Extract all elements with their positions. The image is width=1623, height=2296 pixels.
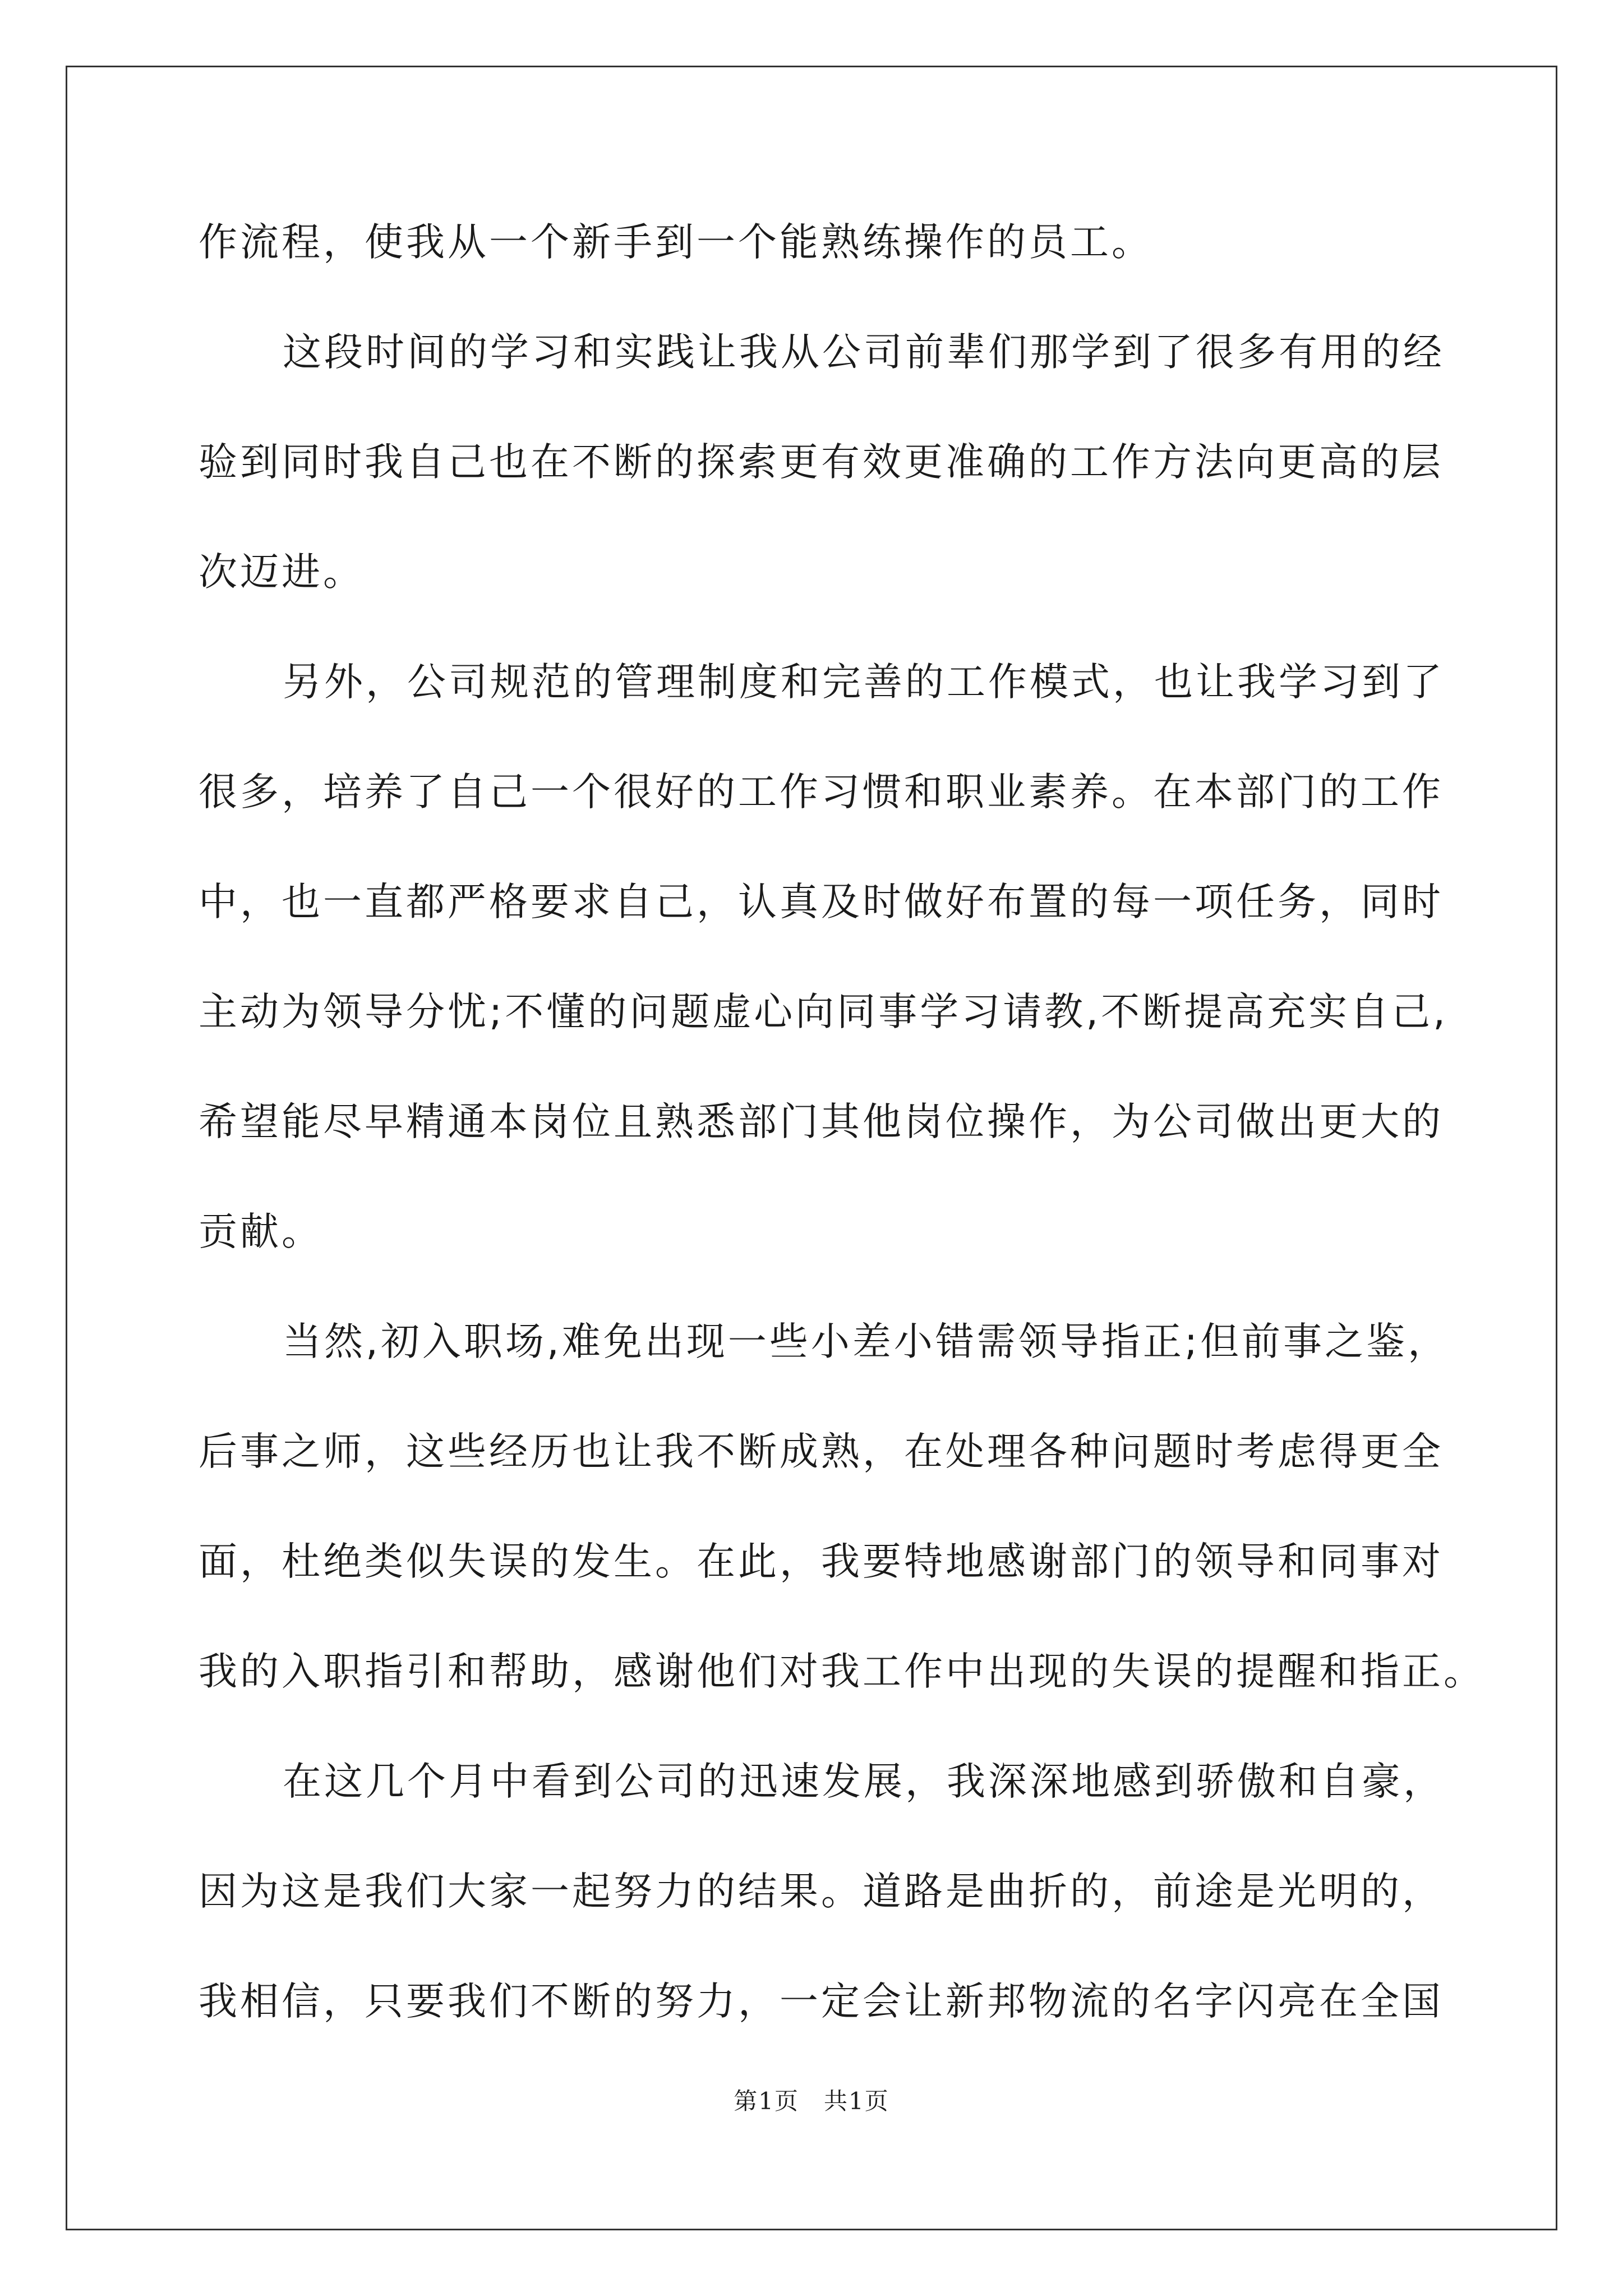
text-line: 作流程，使我从一个新手到一个能熟练操作的员工。: [199, 220, 1153, 265]
text-line: 我相信，只要我们不断的努力，一定会让新邦物流的名字闪亮在全国: [199, 1979, 1444, 2024]
text-line: 主动为领导分忧;不懂的问题虚心向同事学习请教,不断提高充实自己,: [199, 990, 1449, 1034]
text-line: 次迈进。: [199, 550, 365, 595]
text-line: 在这几个月中看到公司的迅速发展，我深深地感到骄傲和自豪，: [283, 1759, 1445, 1804]
text-line: 面，杜绝类似失误的发生。在此，我要特地感谢部门的领导和同事对: [199, 1539, 1444, 1584]
text-line: 中，也一直都严格要求自己，认真及时做好布置的每一项任务，同时: [199, 880, 1444, 924]
text-line: 因为这是我们大家一起努力的结果。道路是曲折的，前途是光明的，: [199, 1869, 1444, 1914]
text-line: 当然,初入职场,难免出现一些小差小错需领导指正;但前事之鉴，: [283, 1319, 1450, 1364]
text-line: 后事之师，这些经历也让我不断成熟，在处理各种问题时考虑得更全: [199, 1429, 1444, 1474]
text-line: 我的入职指引和帮助，感谢他们对我工作中出现的失误的提醒和指正。: [199, 1649, 1485, 1694]
text-line: 验到同时我自己也在不断的探索更有效更准确的工作方法向更高的层: [199, 440, 1444, 485]
text-line: 希望能尽早精通本岗位且熟悉部门其他岗位操作，为公司做出更大的: [199, 1099, 1444, 1144]
text-line: 很多，培养了自己一个很好的工作习惯和职业素养。在本部门的工作: [199, 770, 1444, 815]
page-footer: 第1页 共1页: [734, 2087, 889, 2115]
text-line: 贡献。: [199, 1209, 323, 1254]
text-line: 另外，公司规范的管理制度和完善的工作模式，也让我学习到了: [283, 660, 1445, 705]
text-line: 这段时间的学习和实践让我从公司前辈们那学到了很多有用的经: [283, 330, 1445, 375]
